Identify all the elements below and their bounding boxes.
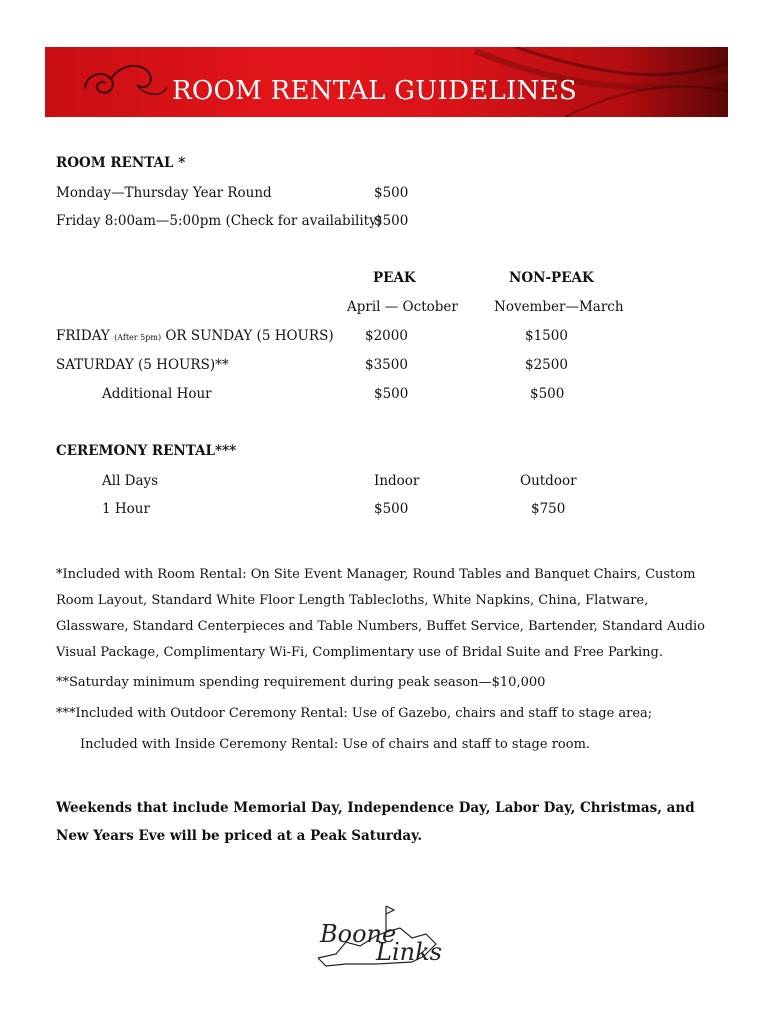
pricing-row-label-note: (After 5pm): [114, 333, 162, 342]
weekends-notice: Weekends that include Memorial Day, Independence Day, Labor Day, Christmas, and New Years Eve will be priced at a Peak Saturday.: [56, 800, 695, 844]
pricing-row-label: Additional Hour: [102, 386, 212, 402]
ceremony-row-label: 1 Hour: [102, 501, 150, 517]
room-rental-row-price: $500: [374, 185, 409, 201]
pricing-row-label: SATURDAY (5 HOURS)**: [56, 357, 229, 373]
ceremony-days-label: All Days: [102, 473, 159, 489]
room-rental-row-price: $500: [374, 213, 409, 229]
ceremony-heading: CEREMONY RENTAL***: [56, 443, 237, 459]
outdoor-ceremony-note: ***Included with Outdoor Ceremony Rental: Use of Gazebo, chairs and staff to stage area;: [56, 706, 653, 721]
page-title: ROOM RENTAL GUIDELINES: [172, 76, 578, 106]
room-rental-heading: ROOM RENTAL *: [56, 155, 186, 171]
pricing-row-peak: $2000: [365, 328, 408, 344]
ceremony-outdoor-price: $750: [531, 501, 566, 517]
peak-header: PEAK: [373, 270, 416, 286]
included-note: *Included with Room Rental: On Site Event Manager, Round Tables and Banquet Chairs, Custom Room Layout, Standard White Floor Length Tablecloths, White Napkins, China, Flatware, Glassware, Standard Centerpieces and Table Numbers, Buffet Service, Bartender, Standard Audio Visual Package, Complimentary Wi-Fi, Complimentary use of Bridal Suite and Free Parking.: [56, 567, 706, 660]
saturday-minimum-note: **Saturday minimum spending requirement during peak season—$10,000: [56, 675, 546, 690]
pricing-row-nonpeak: $500: [530, 386, 565, 402]
pricing-row-peak: $3500: [365, 357, 408, 373]
nonpeak-months: November—March: [494, 299, 624, 315]
ceremony-indoor-price: $500: [374, 501, 409, 517]
logo-word-links: Links: [376, 938, 442, 966]
ceremony-indoor-header: Indoor: [374, 473, 420, 489]
boone-links-logo: [316, 898, 446, 976]
pricing-row-label-rest: OR SUNDAY (5 HOURS): [165, 328, 334, 344]
nonpeak-header: NON-PEAK: [509, 270, 594, 286]
room-rental-row-label: Friday 8:00am—5:00pm (Check for availability): [56, 213, 382, 229]
pricing-row-nonpeak: $2500: [525, 357, 568, 373]
indoor-ceremony-note: Included with Inside Ceremony Rental: Use of chairs and staff to stage room.: [80, 737, 591, 752]
pricing-row-label: [56, 328, 334, 344]
pricing-row-nonpeak: $1500: [525, 328, 568, 344]
room-rental-row-label: Monday—Thursday Year Round: [56, 185, 272, 201]
pricing-row-label-day: FRIDAY: [56, 328, 110, 344]
logo-word-boone: Boone: [320, 920, 397, 948]
golf-flag-kentucky-icon: [316, 898, 446, 976]
peak-months: April — October: [347, 299, 458, 315]
pricing-row-peak: $500: [374, 386, 409, 402]
ceremony-outdoor-header: Outdoor: [520, 473, 577, 489]
